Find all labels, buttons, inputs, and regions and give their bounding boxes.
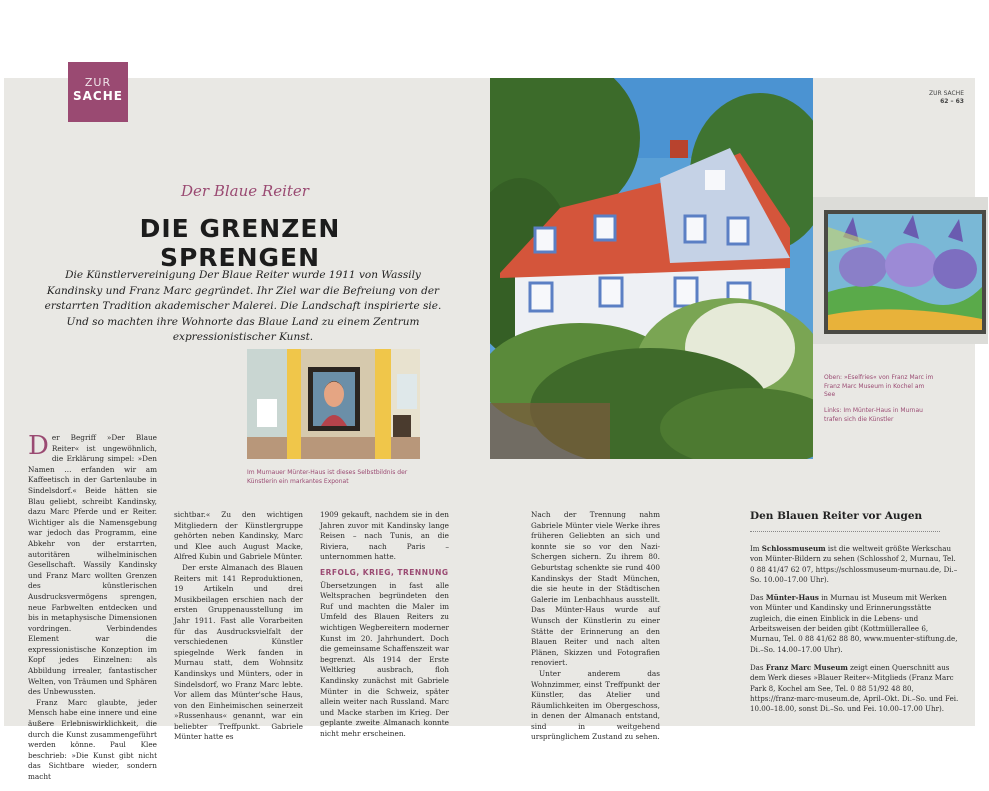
infobox-venue: Franz Marc Museum (765, 662, 848, 672)
paragraph: 1909 gekauft, nachdem sie in den Jahren zuvor mit Kandinsky lange Reisen – nach Tunis, an die Riviera, nach Paris – unternommen hatte. (320, 510, 449, 562)
infobox-text: Das (750, 593, 766, 603)
headline: DIE GRENZEN SPRENGEN (139, 214, 341, 272)
infobox-text: Im (750, 544, 762, 553)
infobox-text: Das (750, 662, 766, 672)
text-column-1 (28, 433, 157, 783)
paragraph: Franz Marc glaubte, jeder Mensch habe eine innere und eine äußere Erlebniswirklichkeit, die durch die Kunst zusammengeführt werden könne. Paul Klee beschrieb: »Die Kunst gibt nicht das Sichtbare wieder, sondern macht (28, 697, 157, 781)
caption-right-bottom: Links: Im Münter-Haus in Murnau trafen sich die Künstler (824, 407, 923, 423)
paragraph: sichtbar.« Zu den wichtigen Mitgliedern der Künstlergruppe gehörten neben Kandinsky, Marc und Klee auch August Macke, Alfred Kubin und Gabriele Münter. (174, 510, 303, 562)
page-numbers: 62 – 63 (940, 98, 964, 105)
house-photo (490, 78, 813, 459)
paragraph: Unter anderem das Wohnzimmer, einst Treffpunkt der Künstler, das Atelier und Räumlichkeiten im Obergeschoss, in denen der Almanach entstand, sind in weitgehend ursprünglichem Zustand zu sehen. (531, 668, 660, 742)
subheading: ERFOLG, KRIEG, TRENNUNG (320, 567, 449, 577)
infobox-paragraph (750, 544, 960, 585)
infobox-divider (750, 531, 940, 532)
paragraph: er Begriff »Der Blaue Reiter« ist ungewöhnlich, die Erklärung simpel: »Den Namen … erfanden wir am Kaffeetisch in der Gartenlaube in Sindelsdorf.« Beide hätten sie Blau geliebt, schreibt Kandinsky, dazu Marc Pferde und er Reiter. Wichtiger als die Namensgebung war jedoch das Programm, eine Abkehr von der erstarrten, autoritären wilhelminischen Gesellschaft. Wassily Kandinsky und Franz Marc wollten Grenzen des künstlerischen Ausdrucksvermögens sprengen, neue Farbwelten entdecken und bis in metaphysische Dimensionen vordringen. Verbindendes Element war die expressionistische Konzeption im Kopf jedes Einzelnen: als Abbildung irrealer, fantastischer Welten, von Träumen und Sphären des Unbewussten. (28, 433, 157, 697)
infobox-venue: Münter-Haus (765, 593, 819, 603)
paragraph: Der erste Almanach des Blauen Reiters mit 141 Reproduktionen, 19 Artikeln und drei Musikbeilagen erschien nach der ersten Gruppenausstellung im Jahr 1911. Fast alle Vorarbeiten für das Ausdrucksvielfalt der verschiedenen Künstler spiegelnde Werk fanden in Murnau statt, dem Wohnsitz Kandinskys und Münters, oder in Sindelsdorf, wo Franz Marc lebte. Vor allem das Münter'sche Haus, von den Einheimischen seinerzeit »Russenhaus« genannt, war ein beliebter Treffpunkt. Gabriele Münter hatte es (174, 562, 303, 742)
text-column-2 (174, 510, 303, 743)
infobox-paragraph (750, 593, 960, 655)
text-column-4 (531, 510, 660, 743)
infobox-text: in Murnau ist Museum mit Werken von Münter und Kandinsky und Erinnerungsstätte zugleich, die einen Einblick in die Lebens- und Arbeitsweisen der beiden gibt (Kottmüllerallee 6, Murnau, Tel. 0 88 41/62 88 80, www.muenter-stiftung.de, Di.–So. 14.00–17.00 Uhr). (750, 593, 958, 654)
infobox-text: zeigt einen Querschnitt aus dem Werk dieses »Blauer Reiter«-Mitglieds (Franz Marc Park 8, Kochel am See, Tel. 0 88 51/92 48 80, https://franz-marc-museum.de, April–Okt. Di.–So. und Fei. 10.00–18.00, sonst Di.–So. und Fei. 10.00–17.00 Uhr). (750, 662, 959, 714)
lede: Die Künstlervereinigung Der Blaue Reiter wurde 1911 von Wassily Kandinsky und Franz Marc gegründet. Ihr Ziel war die Befreiung von der erstarrten Tradition akademischer Malerei. Die Landschaft inspirierte sie. Und so machten ihre Wohnorte das Blaue Land zu einem Zentrum expressionistischer Kunst. (44, 269, 442, 343)
paragraph: Übersetzungen in fast alle Weltsprachen begründeten den Ruf und machten die Maler im Umfeld des Blauen Reiters zu wichtigen Wegbereitern moderner Kunst im 20. Jahrhundert. Doch die gemeinsame Schaffenszeit war begrenzt. Als 1914 der Erste Weltkrieg ausbrach, floh Kandinsky zunächst mit Gabriele Münter in die Schweiz, später allein weiter nach Russland. Marc und Macke starben im Krieg. Der geplante zweite Almanach konnte nicht mehr erscheinen. (320, 580, 449, 738)
caption-portrait: Im Murnauer Münter-Haus ist dieses Selbstbildnis der Künstlerin ein markantes Exponat (247, 469, 408, 485)
badge-line1: ZUR (84, 76, 112, 89)
infobox-paragraph (750, 663, 960, 714)
kicker: Der Blaue Reiter (181, 182, 309, 200)
drop-cap: D (28, 431, 49, 461)
infobox (750, 544, 960, 722)
page-marker (924, 90, 964, 106)
paragraph: Nach der Trennung nahm Gabriele Münter viele Werke ihres früheren Geliebten an sich und konnte sie so vor den Nazi-Schergen sichern. Zu ihrem 80. Geburtstag schenkte sie rund 400 Kandinskys der Stadt München, die sie heute in der Städtischen Galerie im Lenbachhaus ausstellt. Das Münter-Haus wurde auf Wunsch der Künstlerin zu einer Stätte der Erinnerung an den Blauen Reiter und nach alten Plänen, Skizzen und Fotografien renoviert. (531, 510, 660, 668)
infobox-venue: Schlossmuseum (761, 544, 826, 553)
text-column-3 (320, 510, 449, 739)
painting-photo (813, 197, 988, 344)
infobox-title: Den Blauen Reiter vor Augen (750, 510, 923, 522)
portrait-photo (247, 349, 420, 459)
infobox-text: ist die weltweit größte Werkschau von Münter-Bildern zu sehen (Schlosshof 2, Murnau, Tel. 0 88 41/47 62 07, https://schlossmuseum-murnau.de, Di.–So. 10.00–17.00 Uhr). (750, 544, 958, 584)
section-badge (68, 62, 128, 122)
page-section: ZUR SACHE (929, 90, 964, 97)
caption-right-top: Oben: »Eselfries« von Franz Marc im Franz Marc Museum in Kochel am See (824, 374, 934, 398)
badge-line2: SACHE (73, 89, 123, 103)
